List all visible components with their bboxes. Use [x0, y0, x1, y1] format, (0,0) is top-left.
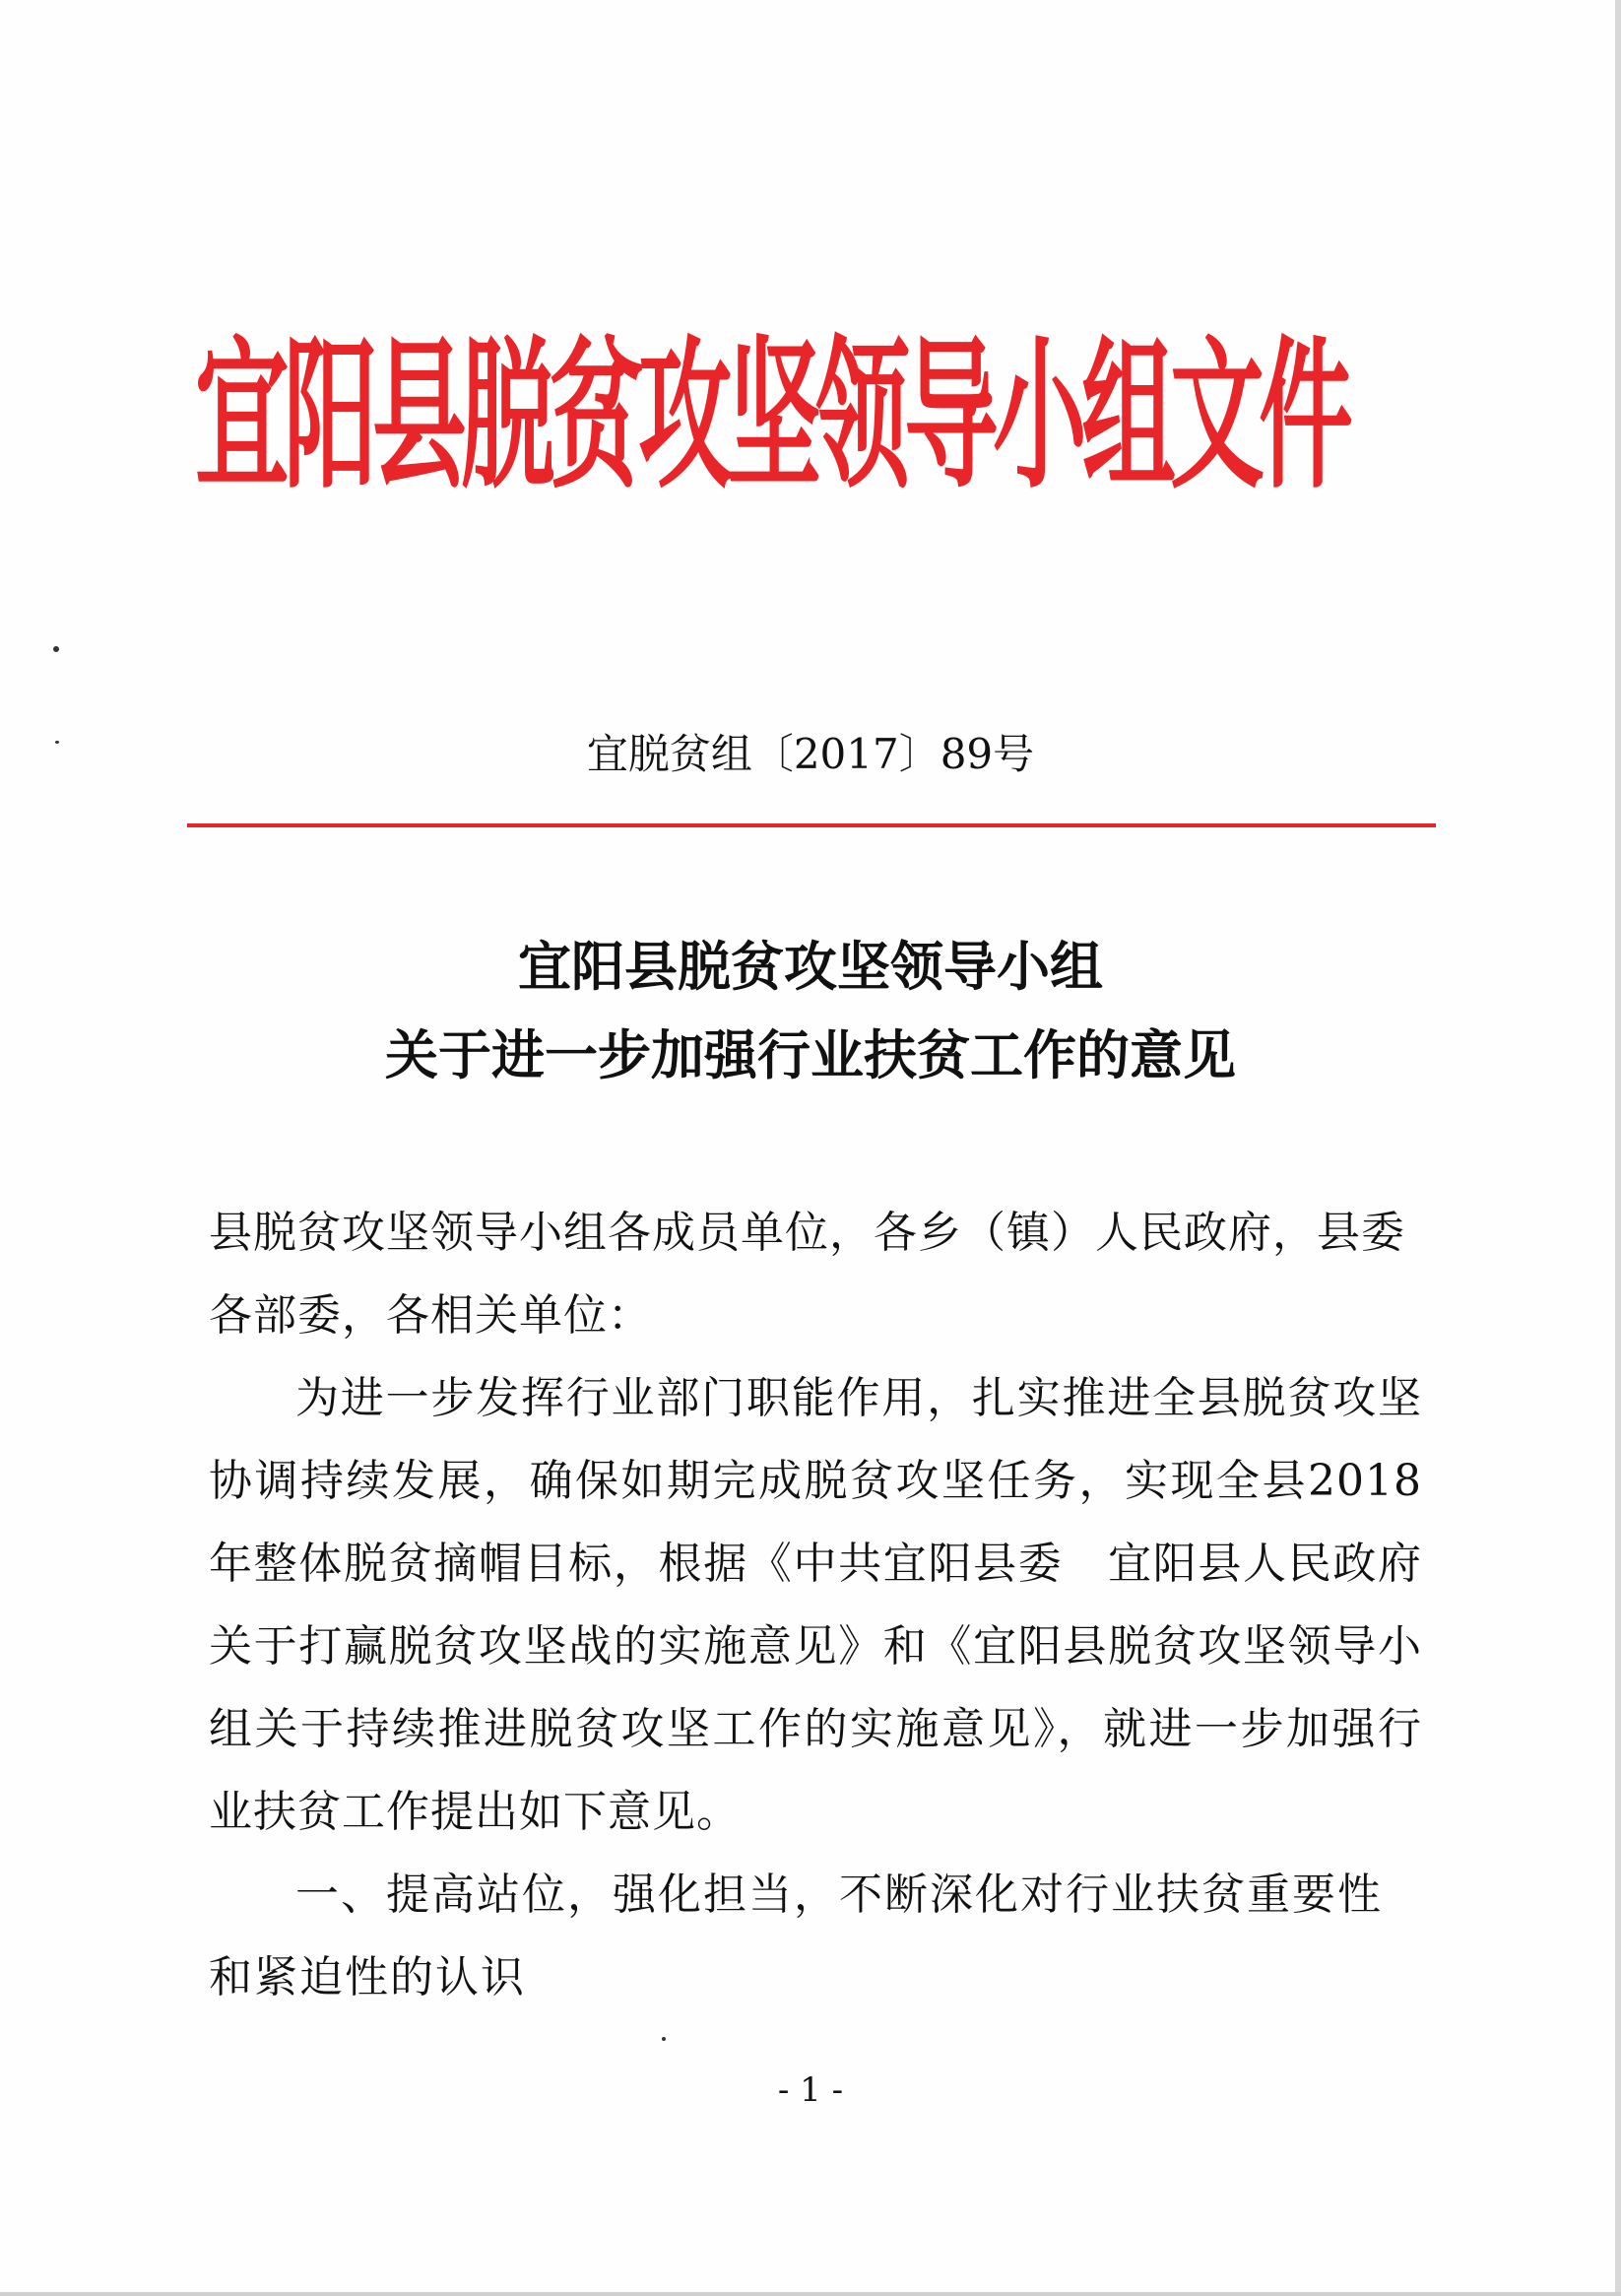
document-title-line-2: 关于进一步加强行业扶贫工作的意见 [385, 1023, 1236, 1086]
document-body [209, 1192, 1422, 2019]
masthead-title: 宜阳县脱贫攻坚领导小组文件 [195, 322, 1348, 512]
document-title-line-1: 宜阳县脱贫攻坚领导小组 [518, 935, 1103, 998]
body-paragraph: 为进一步发挥行业部门职能作用，扎实推进全县脱贫攻坚协调持续发展，确保如期完成脱贫攻坚任务，实现全县2018年整体脱贫摘帽目标，根据《中共宜阳县委 宜阳县人民政府关于打赢脱贫攻坚战的实施意见》和《宜阳县脱贫攻坚领导小组关于持续推进脱贫攻坚工作的实施意见》，就进一步加强行业扶贫工作提出如下意见。 [209, 1373, 1422, 1837]
document-number: 宜脱贫组〔2017〕89号 [586, 730, 1035, 778]
scan-speck [53, 646, 59, 652]
page-number: - 1 - [777, 2070, 844, 2110]
scan-edge-bottom [0, 2292, 1621, 2296]
section-heading: 一、提高站位，强化担当，不断深化对行业扶贫重要性和紧迫性的认识 [209, 1870, 1383, 2002]
red-divider-line [187, 823, 1436, 827]
scan-speck [662, 2037, 666, 2041]
salutation: 县脱贫攻坚领导小组各成员单位，各乡（镇）人民政府，县委各部委，各相关单位： [209, 1208, 1405, 1341]
scan-edge-right [1615, 0, 1621, 2296]
